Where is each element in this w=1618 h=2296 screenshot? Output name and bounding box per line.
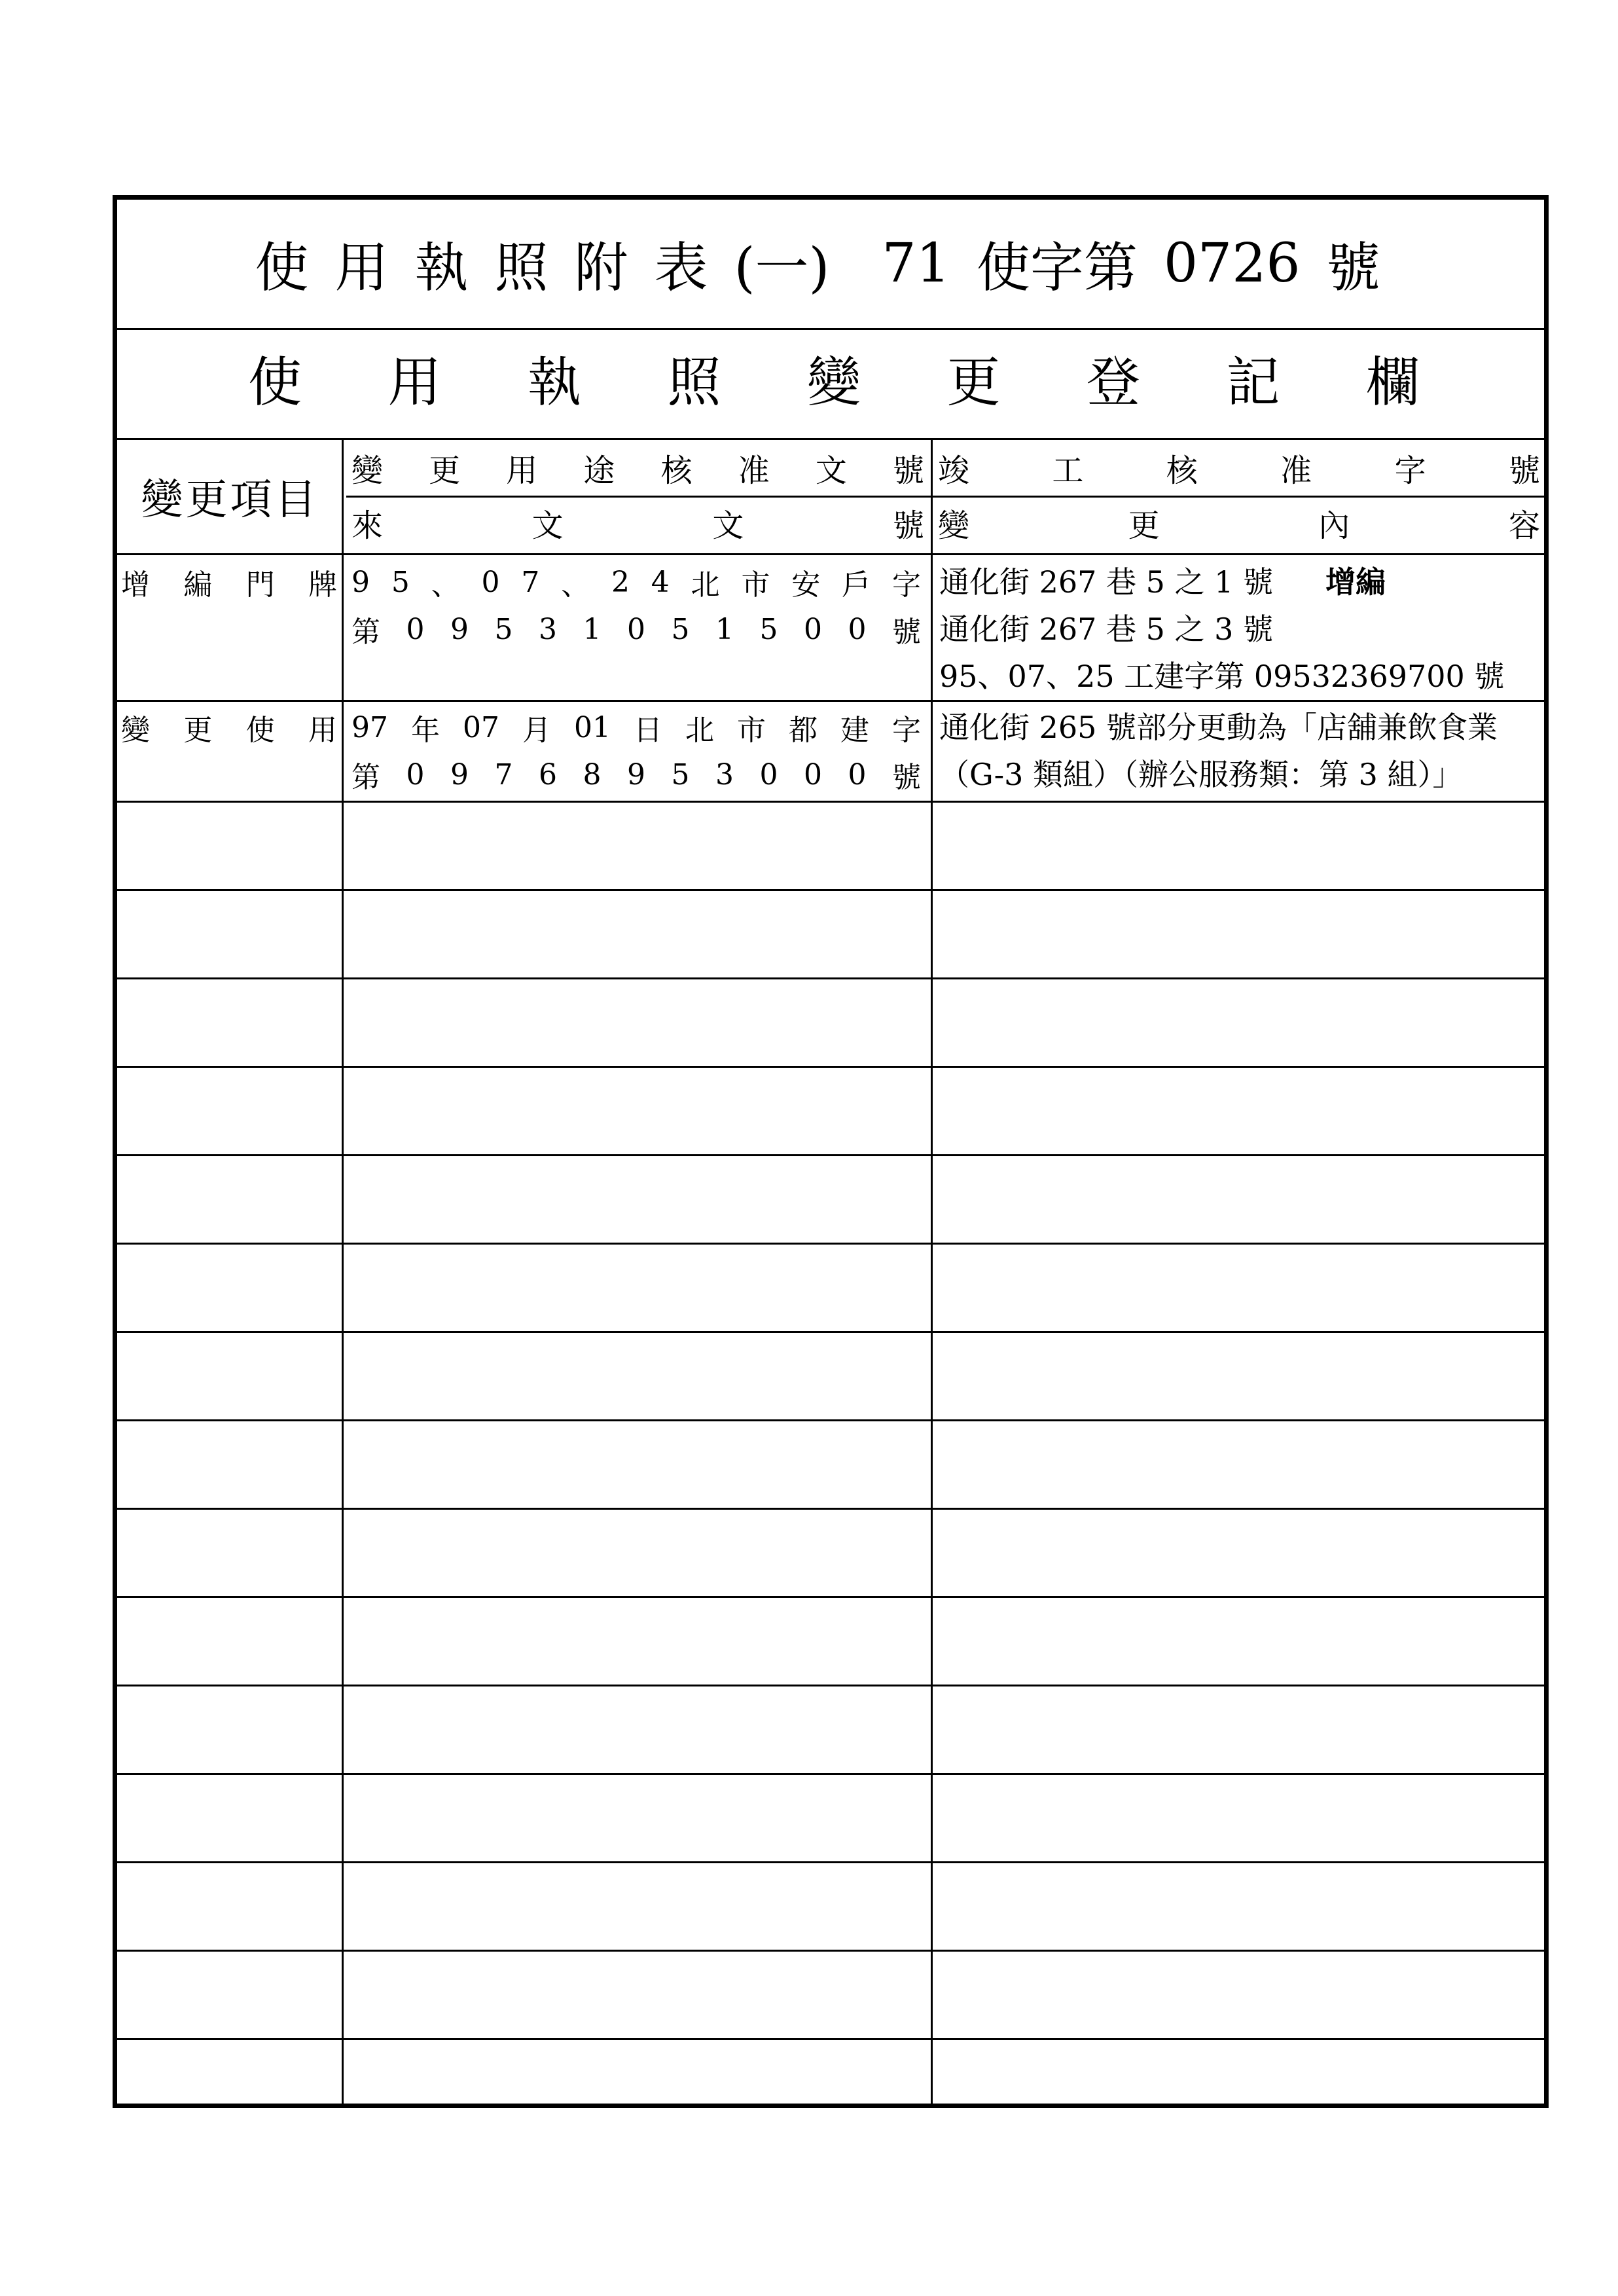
- column-divider: [342, 438, 344, 2104]
- subtitle-char: 執: [527, 352, 581, 414]
- title-char: 使字第: [976, 237, 1138, 299]
- form-title: [255, 219, 1393, 308]
- doc-char: 0: [848, 757, 867, 792]
- subtitle-char: 使: [248, 352, 302, 414]
- header-char: 更: [429, 452, 461, 489]
- title-char: 表: [654, 237, 708, 299]
- doc-char: 5: [494, 612, 513, 646]
- title-char: 號: [1326, 237, 1380, 299]
- header-char: 號: [1508, 452, 1540, 489]
- subtitle-char: 更: [946, 352, 1001, 414]
- title-char: 用: [334, 237, 389, 299]
- empty-row-divider: [117, 1861, 1544, 1863]
- item-char: 更: [183, 714, 213, 747]
- doc-char: 4: [651, 565, 670, 599]
- doc-char: 戶: [842, 568, 871, 602]
- header-char: 竣: [938, 452, 970, 489]
- empty-row-divider: [117, 977, 1544, 979]
- title-char: 使: [255, 237, 309, 299]
- doc-char: 日: [634, 714, 662, 747]
- divider: [117, 801, 1544, 803]
- subtitle-char: 變: [806, 352, 861, 414]
- doc-char: 9: [627, 757, 645, 792]
- doc-char: 北: [685, 714, 714, 747]
- doc-char: 建: [840, 714, 869, 747]
- doc-char: 5: [671, 612, 690, 646]
- doc-char: 年: [411, 714, 440, 747]
- item-char: 編: [183, 568, 213, 602]
- empty-row-divider: [117, 2038, 1544, 2040]
- empty-row-divider: [117, 1243, 1544, 1245]
- divider: [117, 438, 1544, 440]
- header-char: 用: [506, 452, 538, 489]
- doc-char: 5: [759, 612, 778, 646]
- divider: [346, 496, 1544, 498]
- title-char: (一): [734, 237, 830, 299]
- row2-content-line1: 通化街 265 號部分更動為「店舖兼飲食業: [939, 710, 1498, 745]
- empty-row-divider: [117, 1685, 1544, 1686]
- header-char: 文: [712, 507, 744, 544]
- empty-row-divider: [117, 1154, 1544, 1156]
- doc-char: 第: [351, 761, 380, 794]
- empty-row-divider: [117, 1950, 1544, 1952]
- doc-char: 5: [671, 757, 690, 792]
- title-char: 0726: [1163, 232, 1301, 295]
- doc-char: 月: [522, 714, 551, 747]
- row2-doc-line1: [351, 706, 921, 748]
- doc-char: 1: [583, 612, 602, 646]
- header-char: 號: [892, 507, 924, 544]
- empty-row-divider: [117, 889, 1544, 891]
- subtitle-char: 用: [387, 352, 442, 414]
- empty-row-divider: [117, 1773, 1544, 1775]
- doc-char: 01: [574, 710, 611, 744]
- doc-char: 1: [715, 612, 734, 646]
- doc-char: 7: [494, 757, 513, 792]
- item-char: 用: [308, 714, 337, 747]
- item-char: 使: [245, 714, 275, 747]
- empty-row-divider: [117, 1508, 1544, 1510]
- doc-char: 9: [351, 565, 370, 599]
- header-char: 工: [1052, 452, 1084, 489]
- doc-char: 字: [892, 714, 921, 747]
- doc-char: 都: [789, 714, 818, 747]
- doc-char: 0: [804, 612, 822, 646]
- doc-char: 8: [583, 757, 602, 792]
- doc-char: 號: [892, 615, 921, 649]
- item-char: 牌: [308, 568, 337, 602]
- header-char: 文: [531, 507, 564, 544]
- empty-row-divider: [117, 1066, 1544, 1068]
- doc-char: 9: [450, 612, 469, 646]
- title-char: 附: [574, 237, 628, 299]
- header-char: 變: [938, 507, 970, 544]
- header-char: 來: [351, 507, 384, 544]
- header-char: 內: [1318, 507, 1350, 544]
- header-change-content: [938, 498, 1540, 547]
- row1-item: [121, 561, 337, 603]
- header-char: 文: [815, 452, 847, 489]
- row2-doc-line2: [351, 754, 921, 795]
- doc-char: 字: [891, 568, 921, 602]
- doc-char: 7: [521, 565, 540, 599]
- header-char: 核: [1166, 452, 1198, 489]
- row1-content-bold: 增編: [1325, 564, 1386, 600]
- doc-char: 0: [406, 612, 425, 646]
- divider: [117, 328, 1544, 330]
- header-approval-doc-no: [351, 443, 924, 492]
- doc-char: 0: [759, 757, 778, 792]
- row1-doc-line2: [351, 608, 921, 650]
- doc-char: 安: [791, 568, 821, 602]
- item-char: 增: [121, 568, 150, 602]
- empty-row-divider: [117, 1331, 1544, 1333]
- header-char: 號: [892, 452, 924, 489]
- doc-char: 6: [539, 757, 557, 792]
- subtitle-char: 記: [1226, 352, 1280, 414]
- doc-char: 0: [848, 612, 867, 646]
- doc-char: 北: [691, 568, 720, 602]
- registration-form: [113, 195, 1549, 2108]
- doc-char: 號: [892, 761, 921, 794]
- row2-content-line2: （G-3 類組）（辦公服務類：第 3 組）」: [939, 757, 1463, 792]
- doc-char: 07: [463, 710, 499, 744]
- row1-content-line2: 通化街 267 巷 5 之 3 號: [939, 611, 1274, 647]
- header-char: 更: [1128, 507, 1160, 544]
- doc-char: 0: [481, 565, 500, 599]
- row1-content-line3: 95、07、25 工建字第 09532369700 號: [939, 659, 1505, 694]
- subtitle-char: 照: [667, 352, 721, 414]
- header-char: 准: [738, 452, 770, 489]
- doc-char: 9: [450, 757, 469, 792]
- subtitle-char: 欄: [1365, 352, 1420, 414]
- row1-content-line1: 通化街 267 巷 5 之 1 號 增編: [939, 564, 1386, 600]
- doc-char: 0: [406, 757, 425, 792]
- row2-item: [121, 706, 337, 748]
- divider: [117, 700, 1544, 702]
- empty-row-divider: [117, 1596, 1544, 1598]
- item-char: 變: [121, 714, 150, 747]
- header-char: 變: [351, 452, 384, 489]
- header-char: 字: [1394, 452, 1426, 489]
- form-subtitle: [248, 334, 1420, 422]
- header-char: 途: [583, 452, 615, 489]
- header-char: 容: [1508, 507, 1540, 544]
- doc-char: 0: [804, 757, 822, 792]
- row1-doc-line1: [351, 561, 921, 603]
- doc-char: 3: [539, 612, 557, 646]
- doc-char: 、: [561, 568, 590, 602]
- doc-char: 2: [611, 565, 630, 599]
- header-char: 核: [660, 452, 692, 489]
- doc-char: 市: [737, 714, 766, 747]
- doc-char: 5: [391, 565, 410, 599]
- empty-row-divider: [117, 1419, 1544, 1421]
- title-char: 照: [494, 237, 548, 299]
- title-char: 執: [414, 237, 469, 299]
- header-item-label: 變更項目: [141, 476, 319, 524]
- doc-char: 3: [715, 757, 734, 792]
- title-char: 71: [882, 232, 950, 295]
- doc-char: 0: [627, 612, 645, 646]
- divider: [117, 553, 1544, 555]
- doc-char: 97: [351, 710, 388, 744]
- header-completion-no: [938, 443, 1540, 492]
- column-divider: [931, 438, 933, 2104]
- header-char: 准: [1280, 452, 1312, 489]
- doc-char: 市: [741, 568, 770, 602]
- doc-char: 、: [431, 568, 460, 602]
- doc-char: 第: [351, 615, 380, 649]
- subtitle-char: 登: [1086, 352, 1140, 414]
- header-incoming-doc-no: [351, 498, 924, 547]
- item-char: 門: [245, 568, 275, 602]
